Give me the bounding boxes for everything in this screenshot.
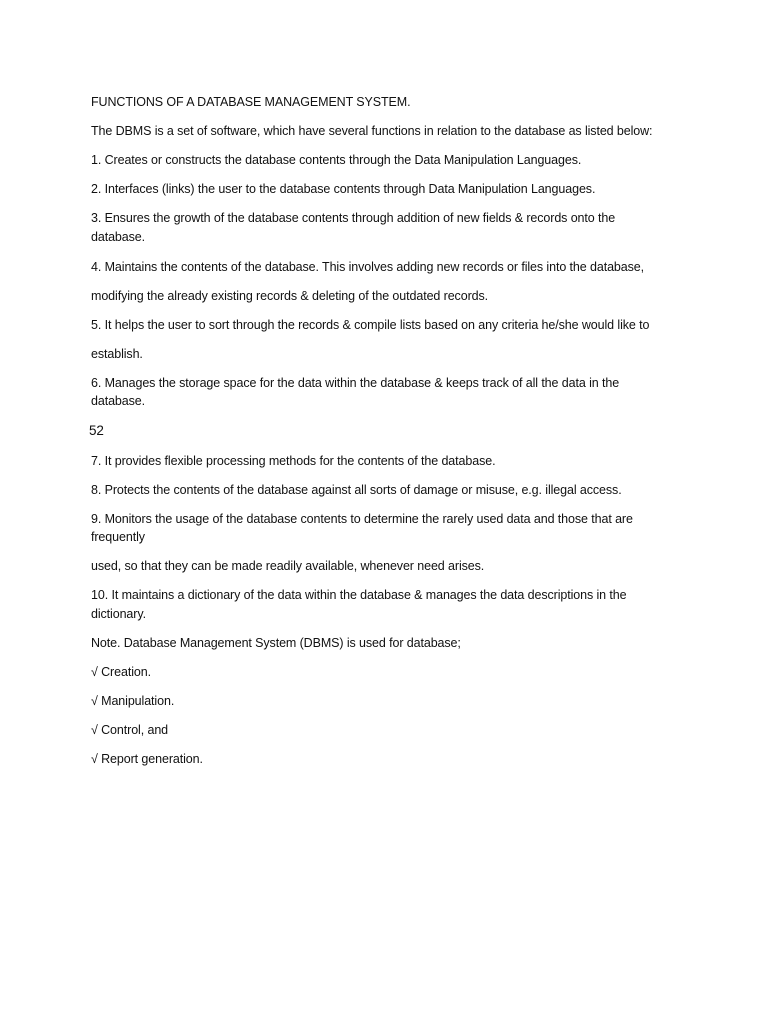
list-item-1: 1. Creates or constructs the database contents through the Data Manipulation Languages. bbox=[91, 153, 582, 167]
list-item-2: 2. Interfaces (links) the user to the database contents through Data Manipulation Languages. bbox=[91, 182, 596, 196]
list-item-4-line-2: modifying the already existing records & deleting of the outdated records. bbox=[91, 289, 489, 303]
list-item-10-line-2: dictionary. bbox=[91, 607, 146, 621]
list-item-5-line-2: establish. bbox=[91, 347, 143, 361]
page-number: 52 bbox=[89, 423, 104, 438]
use-creation: √ Creation. bbox=[91, 665, 151, 679]
list-item-4-line-1: 4. Maintains the contents of the database. This involves adding new records or files into the database, bbox=[91, 260, 645, 274]
note-text: Note. Database Management System (DBMS) is used for database; bbox=[91, 636, 461, 650]
list-item-10-line-1: 10. It maintains a dictionary of the data within the database & manages the data descriptions in the bbox=[91, 588, 627, 602]
list-item-9-line-3: used, so that they can be made readily available, whenever need arises. bbox=[91, 559, 485, 573]
use-manipulation: √ Manipulation. bbox=[91, 694, 175, 708]
list-item-5-line-1: 5. It helps the user to sort through the records & compile lists based on any criteria he/she would like to bbox=[91, 318, 650, 332]
use-control: √ Control, and bbox=[91, 723, 169, 737]
list-item-6-line-2: database. bbox=[91, 394, 146, 408]
list-item-8: 8. Protects the contents of the database against all sorts of damage or misuse, e.g. illegal access. bbox=[91, 483, 622, 497]
list-item-3-line-1: 3. Ensures the growth of the database contents through addition of new fields & records onto the bbox=[91, 211, 616, 225]
list-item-7: 7. It provides flexible processing methods for the contents of the database. bbox=[91, 454, 496, 468]
list-item-9-line-2: frequently bbox=[91, 530, 145, 544]
use-report-generation: √ Report generation. bbox=[91, 752, 203, 766]
document-title: FUNCTIONS OF A DATABASE MANAGEMENT SYSTEM. bbox=[91, 95, 411, 109]
list-item-3-line-2: database. bbox=[91, 230, 146, 244]
list-item-9-line-1: 9. Monitors the usage of the database contents to determine the rarely used data and those that are bbox=[91, 512, 633, 526]
list-item-6-line-1: 6. Manages the storage space for the data within the database & keeps track of all the data in the bbox=[91, 376, 620, 390]
intro-text: The DBMS is a set of software, which have several functions in relation to the database as listed below: bbox=[91, 124, 653, 138]
